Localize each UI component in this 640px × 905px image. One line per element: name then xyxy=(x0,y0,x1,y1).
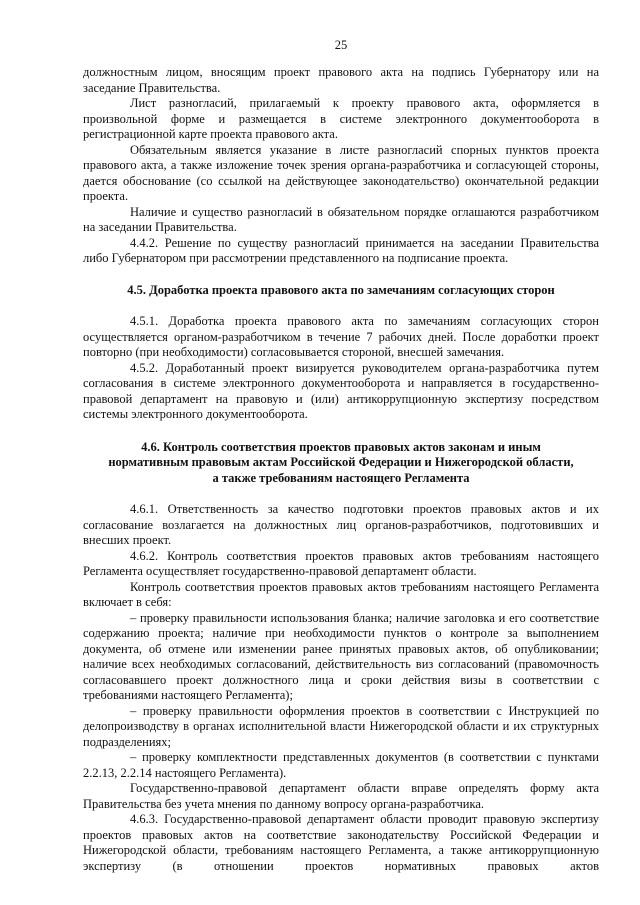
page-number: 25 xyxy=(334,38,348,52)
heading-line: нормативным правовым актам Российской Федерации и Нижегородской области, xyxy=(108,455,574,469)
paragraph: Контроль соответствия проектов правовых актов требованиям настоящего Регламента включает в себя: xyxy=(83,579,599,609)
paragraph-continues: 4.6.3. Государственно-правовой департамент области проводит правовую экспертизу проектов правовых актов на соответствие законодательству Российской Федерации и Нижегородской области, требованиям настоящего Регламента, а также антикоррупционную экспертизу (в отношении проектов нормативных правовых актов xyxy=(83,812,599,873)
heading-line: а также требованиям настоящего Регламента xyxy=(212,470,470,485)
list-item: – проверку правильности оформления проектов в соответствии с Инструкцией по делопроизводству в органах исполнительной власти Нижегородской области и их структурных подразделениях; xyxy=(83,703,599,749)
list-item: – проверку комплектности представленных документов (в соответствии с пунктами 2.2.13, 2.2.14 настоящего Регламента). xyxy=(83,750,599,780)
paragraph: Наличие и существо разногласий в обязательном порядке оглашаются разработчиком на заседании Правительства. xyxy=(83,204,599,234)
paragraph-continued: должностным лицом, вносящим проект правового акта на подпись Губернатору или на заседание Правительства. xyxy=(83,65,599,95)
heading-line: 4.6. Контроль соответствия проектов правовых актов законам и иным xyxy=(141,439,541,454)
paragraph: Лист разногласий, прилагаемый к проекту правового акта, оформляется в произвольной форме и размещается в системе электронного документооборота в регистрационной карте проекта правового акта. xyxy=(83,96,599,141)
paragraph: 4.5.2. Доработанный проект визируется руководителем органа-разработчика путем согласования в системе электронного документооборота и направляется в государственно-правовой департамент на правовую и (или) антикоррупционную экспертизу посредством системы электронного документооборота. xyxy=(83,360,599,421)
paragraph: 4.6.2. Контроль соответствия проектов правовых актов требованиям настоящего Регламента осуществляет государственно-правовой департамент области. xyxy=(83,548,599,578)
list-item: – проверку правильности использования бланка; наличие заголовка и его соответствие содержанию проекта; наличие при необходимости пунктов о контроле за выполнением документа, об отмене или изменении ранее принятых правовых актов, об опубликовании; наличие всех необходимых согласований, действительность виз согласований (правомочность согласовавшего проект должностного лица и сроки действия визы в соответствии с требованиями настоящего Регламента); xyxy=(83,610,599,702)
paragraph: 4.6.1. Ответственность за качество подготовки проектов правовых актов и их согласование возлагается на должностных лиц органов-разработчиков, подготовивших и внесших проект. xyxy=(83,502,599,547)
paragraph: Обязательным является указание в листе разногласий спорных пунктов проекта правового акта, а также изложение точек зрения органа-разработчика и согласующей стороны, дается обоснование (со ссылкой на действующее законодательство) окончательной редакции проекта. xyxy=(83,142,599,203)
paragraph: 4.5.1. Доработка проекта правового акта по замечаниям согласующих сторон осуществляется органом-разработчиком в течение 7 рабочих дней. После доработки проект повторно (при необходимости) согласовывается стороной, внесшей замечания. xyxy=(83,314,599,359)
section-heading-4-5: 4.5. Доработка проекта правового акта по замечаниям согласующих сторон xyxy=(127,282,555,297)
paragraph: 4.4.2. Решение по существу разногласий принимается на заседании Правительства либо Губернатором при рассмотрении представленного на подписание проекта. xyxy=(83,235,599,265)
paragraph: Государственно-правовой департамент области вправе определять форму акта Правительства без учета мнения по данному вопросу органа-разработчика. xyxy=(83,781,599,811)
section-heading-4-6 xyxy=(83,440,599,487)
